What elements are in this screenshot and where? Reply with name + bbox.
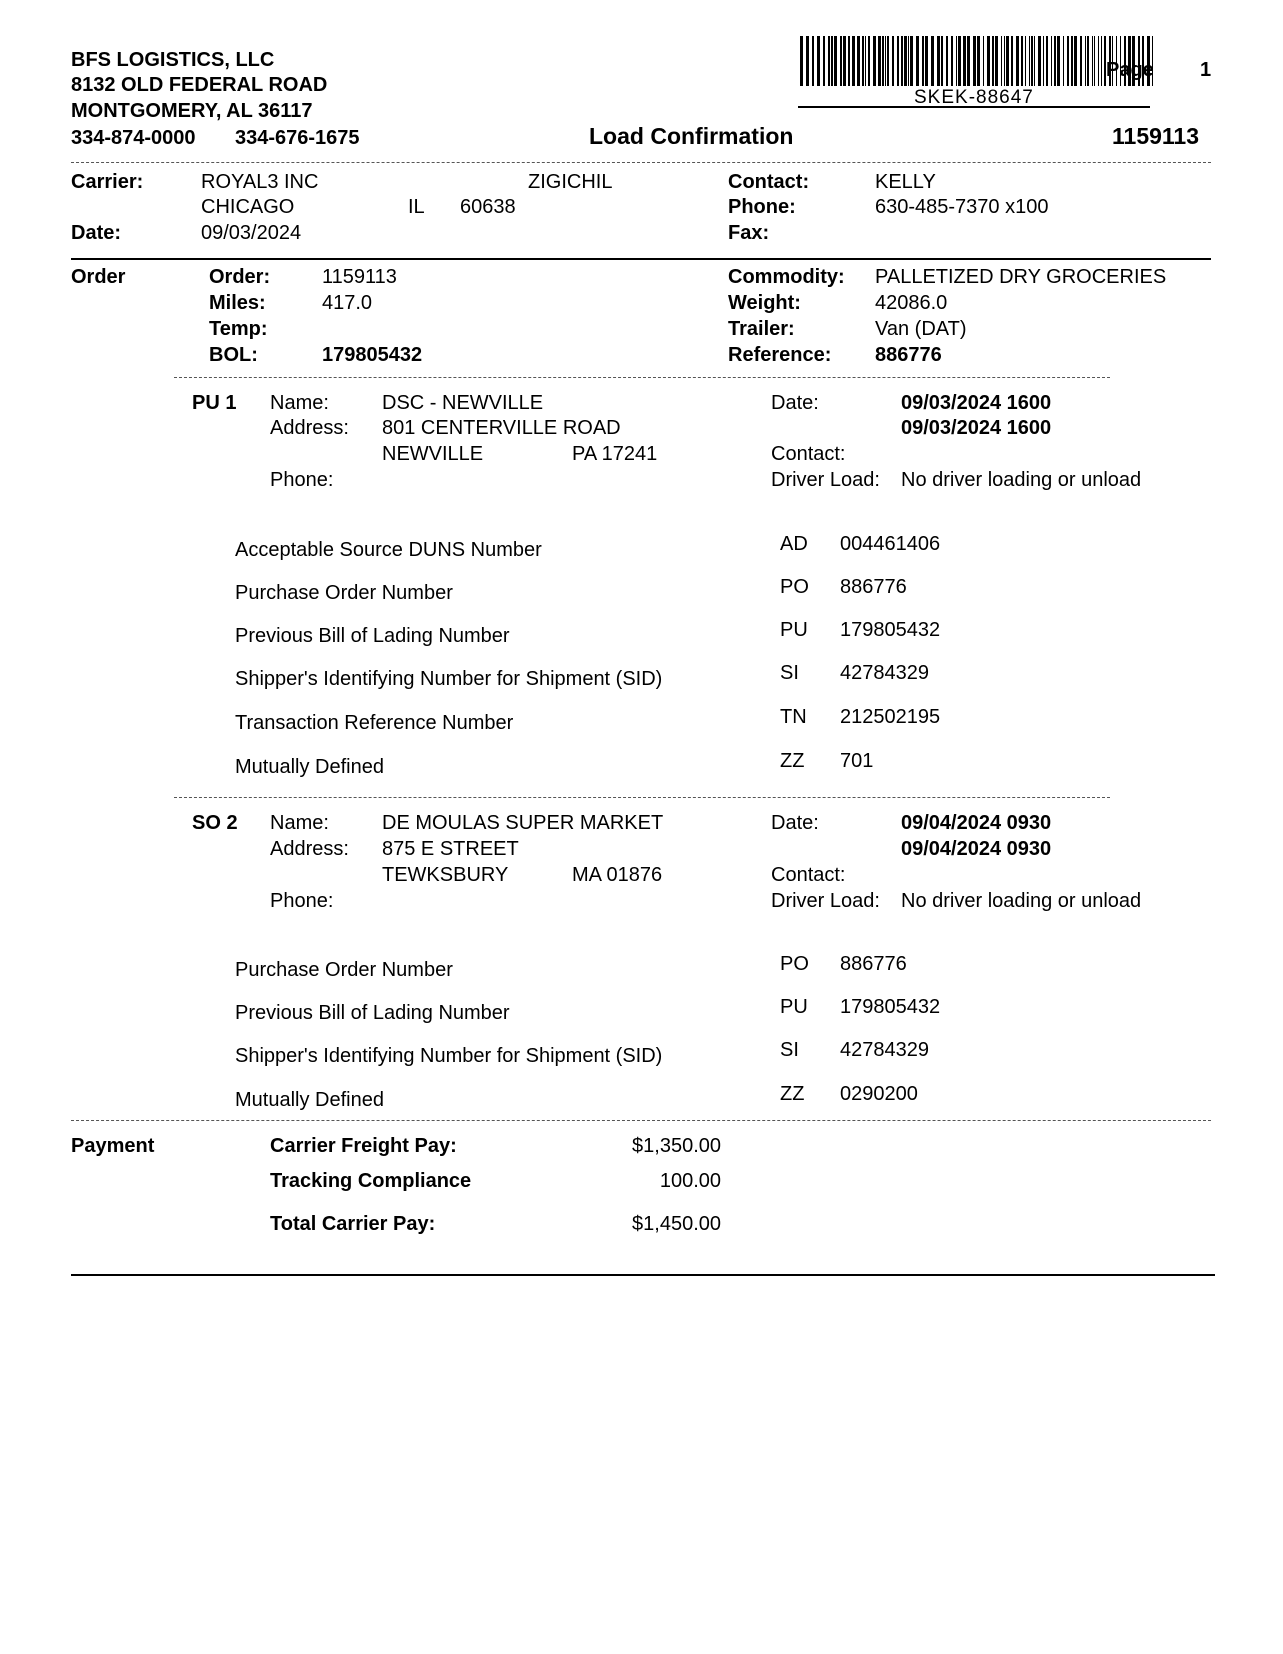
barcode-bar bbox=[897, 36, 899, 86]
barcode-bar bbox=[1098, 36, 1099, 86]
company-city: MONTGOMERY, AL 36117 bbox=[71, 100, 313, 122]
company-phone-2: 334-676-1675 bbox=[235, 127, 360, 149]
commodity-label: Commodity: bbox=[728, 266, 845, 288]
order-section-label: Order bbox=[71, 266, 126, 288]
stop-state-zip: MA 01876 bbox=[572, 864, 663, 886]
ref-code: TN bbox=[780, 706, 807, 728]
barcode-bar bbox=[885, 36, 886, 86]
freight-pay-value: $1,350.00 bbox=[632, 1135, 721, 1157]
stop-date-2: 09/04/2024 0930 bbox=[901, 838, 1052, 860]
ref-description: Previous Bill of Lading Number bbox=[235, 1002, 510, 1024]
stop-name: DE MOULAS SUPER MARKET bbox=[382, 812, 664, 834]
stop-city: NEWVILLE bbox=[382, 443, 484, 465]
ref-description: Mutually Defined bbox=[235, 756, 384, 778]
carrier-extra: ZIGICHIL bbox=[528, 171, 613, 193]
barcode-bar bbox=[840, 36, 842, 86]
barcode-bar bbox=[862, 36, 864, 86]
barcode-bar bbox=[1029, 36, 1030, 86]
order-trailer: Van (DAT) bbox=[875, 318, 967, 340]
barcode-bar bbox=[887, 36, 889, 86]
carrier-phone: 630-485-7370 x100 bbox=[875, 196, 1049, 218]
barcode-bar bbox=[904, 36, 907, 86]
stop-address: 801 CENTERVILLE ROAD bbox=[382, 417, 621, 439]
barcode-bar bbox=[868, 36, 870, 86]
miles-label: Miles: bbox=[209, 292, 266, 314]
ref-description: Mutually Defined bbox=[235, 1089, 384, 1111]
driver-load-label: Driver Load: bbox=[771, 890, 880, 912]
divider bbox=[71, 162, 1211, 163]
barcode-bar bbox=[1043, 36, 1044, 86]
temp-label: Temp: bbox=[209, 318, 268, 340]
ref-code: PO bbox=[780, 576, 809, 598]
ref-code: PU bbox=[780, 996, 808, 1018]
barcode-bar bbox=[823, 36, 825, 86]
barcode-bar bbox=[1087, 36, 1089, 86]
barcode-bar bbox=[1025, 36, 1026, 86]
tracking-compliance-label: Tracking Compliance bbox=[270, 1170, 472, 1192]
company-address: 8132 OLD FEDERAL ROAD bbox=[71, 74, 328, 96]
ref-code: SI bbox=[780, 662, 799, 684]
barcode-bar bbox=[937, 36, 940, 86]
page-number: 1 bbox=[1200, 59, 1212, 81]
barcode-bar bbox=[1034, 36, 1035, 86]
address-label: Address: bbox=[270, 838, 349, 860]
ref-value: 886776 bbox=[840, 953, 907, 975]
barcode-bar bbox=[817, 36, 820, 86]
barcode-bar bbox=[925, 36, 928, 86]
ref-code: SI bbox=[780, 1039, 799, 1061]
phone-label: Phone: bbox=[270, 890, 334, 912]
ref-code: AD bbox=[780, 533, 808, 555]
barcode-bar bbox=[848, 36, 850, 86]
barcode-bar bbox=[857, 36, 860, 86]
order-weight: 42086.0 bbox=[875, 292, 948, 314]
ref-value: 212502195 bbox=[840, 706, 941, 728]
barcode-bar bbox=[1016, 36, 1019, 86]
barcode-bar bbox=[973, 36, 976, 86]
bol-label: BOL: bbox=[209, 344, 258, 366]
barcode-bar bbox=[878, 36, 881, 86]
page-label: Page bbox=[1106, 59, 1154, 81]
stop-driver-load: No driver loading or unload bbox=[901, 469, 1142, 491]
carrier-label: Carrier: bbox=[71, 171, 144, 193]
barcode-bar bbox=[1067, 36, 1069, 86]
barcode-bar bbox=[995, 36, 998, 86]
barcode-bar bbox=[1051, 36, 1052, 86]
payment-section-label: Payment bbox=[71, 1135, 155, 1157]
name-label: Name: bbox=[270, 392, 329, 414]
ref-value: 701 bbox=[840, 750, 874, 772]
order-label: Order: bbox=[209, 266, 271, 288]
barcode-underline bbox=[798, 106, 1150, 108]
barcode-bar bbox=[865, 36, 866, 86]
contact-label: Contact: bbox=[771, 864, 846, 886]
phone-label: Phone: bbox=[728, 196, 796, 218]
phone-label: Phone: bbox=[270, 469, 334, 491]
total-pay-value: $1,450.00 bbox=[632, 1213, 721, 1235]
date-label: Date: bbox=[771, 812, 819, 834]
carrier-name: ROYAL3 INC bbox=[201, 171, 319, 193]
reference-label: Reference: bbox=[728, 344, 832, 366]
barcode-bar bbox=[916, 36, 919, 86]
fax-label: Fax: bbox=[728, 222, 770, 244]
barcode-bar bbox=[1094, 36, 1095, 86]
company-name: BFS LOGISTICS, LLC bbox=[71, 49, 275, 71]
barcode-bar bbox=[1054, 36, 1056, 86]
barcode-bar bbox=[1001, 36, 1002, 86]
barcode-bar bbox=[1038, 36, 1041, 86]
ref-description: Shipper's Identifying Number for Shipment (SID) bbox=[235, 668, 663, 690]
order-reference: 886776 bbox=[875, 344, 942, 366]
barcode-bar bbox=[931, 36, 934, 86]
company-phone-1: 334-874-0000 bbox=[71, 127, 196, 149]
contact-label: Contact: bbox=[728, 171, 810, 193]
barcode-bar bbox=[963, 36, 966, 86]
order-miles: 417.0 bbox=[322, 292, 373, 314]
barcode-bar bbox=[1046, 36, 1048, 86]
barcode-bar bbox=[951, 36, 953, 86]
barcode-bar bbox=[941, 36, 943, 86]
barcode-bar bbox=[831, 36, 833, 86]
carrier-zip: 60638 bbox=[460, 196, 516, 218]
barcode-bar bbox=[1063, 36, 1064, 86]
order-bol: 179805432 bbox=[322, 344, 423, 366]
barcode-bar bbox=[843, 36, 846, 86]
barcode-bar bbox=[922, 36, 924, 86]
ref-value: 42784329 bbox=[840, 1039, 929, 1061]
stop-date-2: 09/03/2024 1600 bbox=[901, 417, 1052, 439]
stop-name: DSC - NEWVILLE bbox=[382, 392, 544, 414]
stop-city: TEWKSBURY bbox=[382, 864, 509, 886]
carrier-contact: KELLY bbox=[875, 171, 936, 193]
tracking-compliance-value: 100.00 bbox=[659, 1170, 721, 1192]
barcode-bar bbox=[977, 36, 980, 86]
barcode-bar bbox=[908, 36, 909, 86]
barcode-bar bbox=[812, 36, 814, 86]
carrier-city: CHICAGO bbox=[201, 196, 295, 218]
ref-description: Previous Bill of Lading Number bbox=[235, 625, 510, 647]
contact-label: Contact: bbox=[771, 443, 846, 465]
barcode-bar bbox=[1057, 36, 1060, 86]
stop-code: PU 1 bbox=[192, 392, 237, 414]
barcode bbox=[800, 36, 1155, 86]
ref-value: 179805432 bbox=[840, 619, 941, 641]
carrier-state: IL bbox=[408, 196, 425, 218]
barcode-bar bbox=[882, 36, 884, 86]
ref-description: Purchase Order Number bbox=[235, 959, 453, 981]
barcode-bar bbox=[892, 36, 894, 86]
ref-value: 004461406 bbox=[840, 533, 941, 555]
order-number: 1159113 bbox=[322, 266, 397, 288]
barcode-text: SKEK-88647 bbox=[914, 87, 1034, 108]
stop-date-1: 09/03/2024 1600 bbox=[901, 392, 1052, 414]
barcode-bar bbox=[967, 36, 970, 86]
barcode-bar bbox=[992, 36, 994, 86]
divider bbox=[71, 1120, 1211, 1121]
barcode-bar bbox=[873, 36, 876, 86]
barcode-bar bbox=[1071, 36, 1073, 86]
address-label: Address: bbox=[270, 417, 349, 439]
barcode-bar bbox=[1021, 36, 1023, 86]
barcode-bar bbox=[1031, 36, 1033, 86]
order-commodity: PALLETIZED DRY GROCERIES bbox=[875, 266, 1167, 288]
barcode-bar bbox=[1011, 36, 1013, 86]
name-label: Name: bbox=[270, 812, 329, 834]
barcode-bar bbox=[1074, 36, 1077, 86]
barcode-bar bbox=[1085, 36, 1086, 86]
barcode-bar bbox=[1006, 36, 1009, 86]
ref-description: Shipper's Identifying Number for Shipment (SID) bbox=[235, 1045, 663, 1067]
barcode-bar bbox=[946, 36, 948, 86]
barcode-bar bbox=[958, 36, 961, 86]
barcode-bar bbox=[1004, 36, 1005, 86]
document-title: Load Confirmation bbox=[589, 123, 794, 149]
driver-load-label: Driver Load: bbox=[771, 469, 880, 491]
ref-value: 179805432 bbox=[840, 996, 941, 1018]
barcode-bar bbox=[987, 36, 990, 86]
trailer-label: Trailer: bbox=[728, 318, 795, 340]
barcode-bar bbox=[834, 36, 837, 86]
barcode-bar bbox=[852, 36, 855, 86]
footer-rule bbox=[71, 1274, 1215, 1276]
barcode-bar bbox=[956, 36, 957, 86]
weight-label: Weight: bbox=[728, 292, 801, 314]
stop-state-zip: PA 17241 bbox=[572, 443, 658, 465]
document-number: 1159113 bbox=[1112, 123, 1200, 149]
divider bbox=[174, 377, 1110, 378]
stop-address: 875 E STREET bbox=[382, 838, 519, 860]
ref-value: 0290200 bbox=[840, 1083, 918, 1105]
freight-pay-label: Carrier Freight Pay: bbox=[270, 1135, 457, 1157]
ref-description: Purchase Order Number bbox=[235, 582, 453, 604]
stop-code: SO 2 bbox=[192, 812, 238, 834]
barcode-bar bbox=[983, 36, 984, 86]
ref-code: PO bbox=[780, 953, 809, 975]
barcode-bar bbox=[806, 36, 809, 86]
carrier-date: 09/03/2024 bbox=[201, 222, 302, 244]
divider bbox=[174, 797, 1110, 798]
total-pay-label: Total Carrier Pay: bbox=[270, 1213, 436, 1235]
ref-code: ZZ bbox=[780, 1083, 805, 1105]
ref-code: ZZ bbox=[780, 750, 805, 772]
stop-date-1: 09/04/2024 0930 bbox=[901, 812, 1052, 834]
barcode-bar bbox=[1101, 36, 1102, 86]
ref-value: 42784329 bbox=[840, 662, 929, 684]
date-label: Date: bbox=[71, 222, 122, 244]
ref-description: Acceptable Source DUNS Number bbox=[235, 539, 542, 561]
date-label: Date: bbox=[771, 392, 819, 414]
barcode-bar bbox=[800, 36, 803, 86]
divider bbox=[71, 258, 1211, 260]
ref-code: PU bbox=[780, 619, 808, 641]
ref-description: Transaction Reference Number bbox=[235, 712, 514, 734]
barcode-bar bbox=[828, 36, 830, 86]
barcode-bar bbox=[901, 36, 903, 86]
barcode-bar bbox=[910, 36, 913, 86]
barcode-bar bbox=[1092, 36, 1093, 86]
stop-driver-load: No driver loading or unload bbox=[901, 890, 1142, 912]
barcode-bar bbox=[1080, 36, 1082, 86]
ref-value: 886776 bbox=[840, 576, 907, 598]
